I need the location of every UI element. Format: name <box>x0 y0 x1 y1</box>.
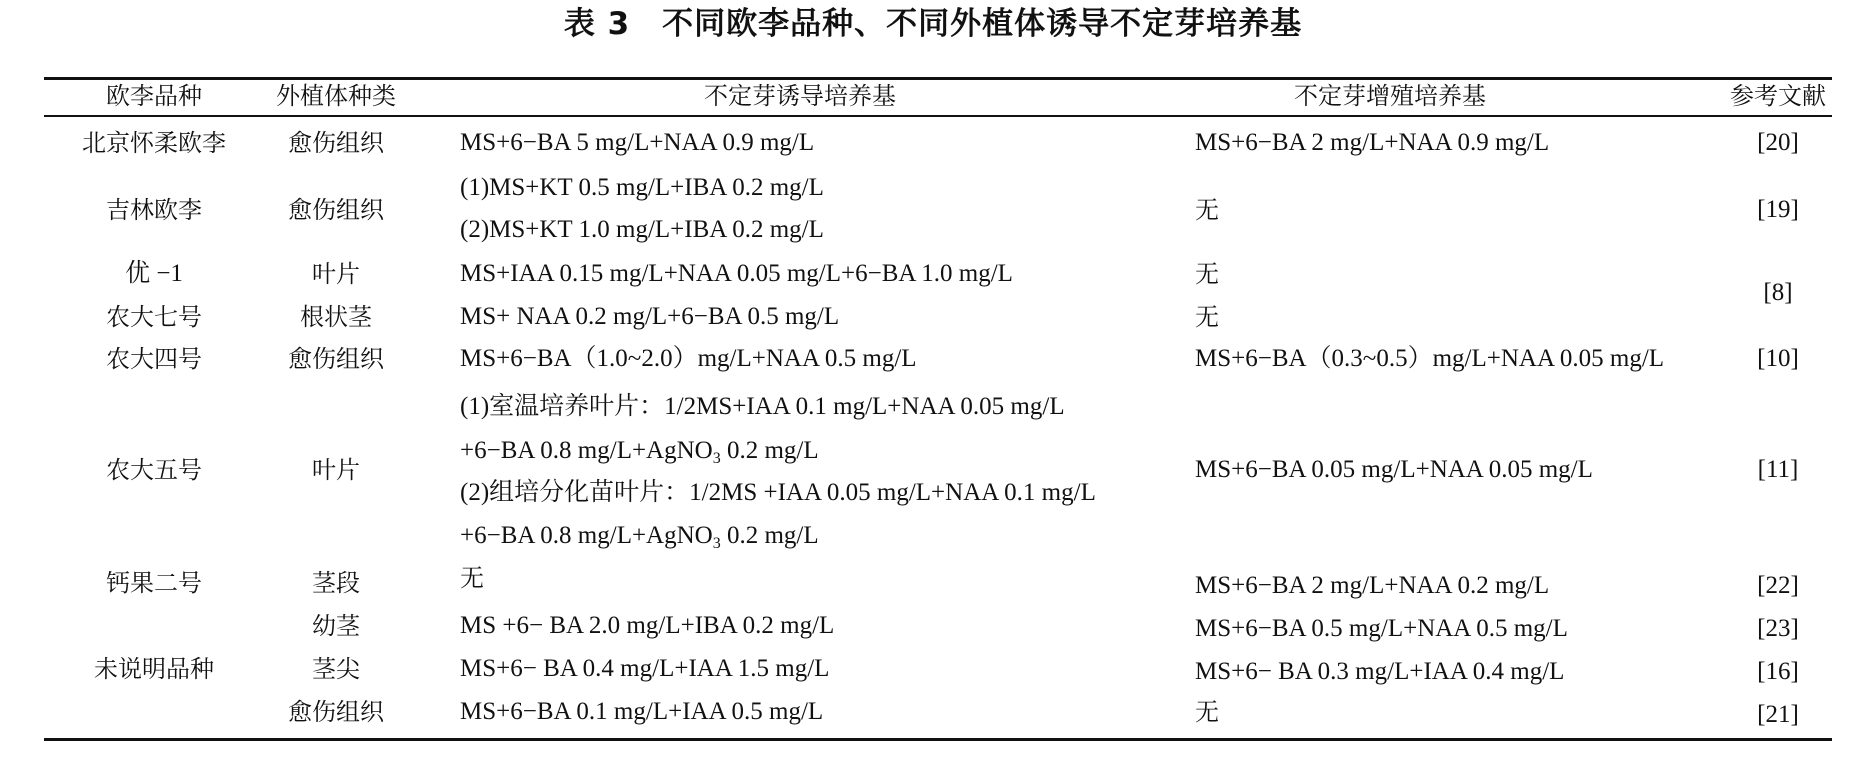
induction-cell: (1)室温培养叶片：1/2MS+IAA 0.1 mg/L+NAA 0.05 mg/L <box>460 393 1065 420</box>
explant-cell: 愈伤组织 <box>288 196 384 224</box>
reference-cell: [8] <box>1763 279 1793 306</box>
induction-cell: (2)MS+KT 1.0 mg/L+IBA 0.2 mg/L <box>460 216 824 243</box>
table-header-rule <box>44 115 1832 117</box>
explant-cell: 幼茎 <box>312 612 360 640</box>
header-induction-medium: 不定芽诱导培养基 <box>704 82 896 110</box>
reference-cell: [16] <box>1757 658 1799 685</box>
induction-cell: MS+6− BA 0.4 mg/L+IAA 1.5 mg/L <box>460 655 830 682</box>
reference-cell: [22] <box>1757 572 1799 599</box>
proliferation-cell: MS+6−BA（0.3~0.5）mg/L+NAA 0.05 mg/L <box>1195 345 1665 372</box>
variety-cell: 北京怀柔欧李 <box>82 129 226 157</box>
table-bottom-rule <box>44 738 1832 741</box>
induction-cell: MS +6− BA 2.0 mg/L+IBA 0.2 mg/L <box>460 612 835 639</box>
proliferation-cell: MS+6− BA 0.3 mg/L+IAA 0.4 mg/L <box>1195 658 1565 685</box>
proliferation-cell: MS+6−BA 2 mg/L+NAA 0.2 mg/L <box>1195 572 1550 599</box>
explant-cell: 叶片 <box>312 260 360 288</box>
induction-cell: MS+6−BA 5 mg/L+NAA 0.9 mg/L <box>460 129 815 156</box>
induction-cell: MS+IAA 0.15 mg/L+NAA 0.05 mg/L+6−BA 1.0 mg/L <box>460 260 1013 287</box>
header-reference: 参考文献 <box>1730 82 1826 110</box>
explant-cell: 叶片 <box>312 456 360 484</box>
proliferation-cell: 无 <box>1195 303 1219 331</box>
reference-cell: [20] <box>1757 129 1799 156</box>
proliferation-cell: 无 <box>1195 196 1219 224</box>
proliferation-cell: 无 <box>1195 698 1219 726</box>
explant-cell: 愈伤组织 <box>288 345 384 373</box>
table-title: 表 3 不同欧李品种、不同外植体诱导不定芽培养基 <box>563 6 1303 42</box>
table-top-rule <box>44 77 1832 80</box>
variety-cell: 农大四号 <box>106 345 202 373</box>
variety-cell: 农大五号 <box>106 456 202 484</box>
induction-cell: MS+6−BA 0.1 mg/L+IAA 0.5 mg/L <box>460 698 824 725</box>
induction-cell: (2)组培分化苗叶片：1/2MS +IAA 0.05 mg/L+NAA 0.1 mg/L <box>460 479 1096 506</box>
proliferation-cell: 无 <box>1195 260 1219 288</box>
variety-cell: 优 −1 <box>125 260 183 287</box>
header-explant: 外植体种类 <box>276 82 396 110</box>
explant-cell: 根状茎 <box>300 303 372 331</box>
reference-cell: [23] <box>1757 615 1799 642</box>
reference-cell: [19] <box>1757 196 1799 223</box>
induction-cell: MS+6−BA（1.0~2.0）mg/L+NAA 0.5 mg/L <box>460 345 917 372</box>
explant-cell: 茎尖 <box>312 655 360 683</box>
reference-cell: [10] <box>1757 345 1799 372</box>
explant-cell: 愈伤组织 <box>288 698 384 726</box>
variety-cell: 未说明品种 <box>94 655 214 683</box>
proliferation-cell: MS+6−BA 2 mg/L+NAA 0.9 mg/L <box>1195 129 1550 156</box>
explant-cell: 茎段 <box>312 569 360 597</box>
header-proliferation-medium: 不定芽增殖培养基 <box>1294 82 1486 110</box>
induction-cell: (1)MS+KT 0.5 mg/L+IBA 0.2 mg/L <box>460 174 824 201</box>
induction-cell: +6−BA 0.8 mg/L+AgNO$_3$ 0.2 mg/L <box>460 437 819 467</box>
induction-cell: +6−BA 0.8 mg/L+AgNO$_3$ 0.2 mg/L <box>460 522 819 552</box>
explant-cell: 愈伤组织 <box>288 129 384 157</box>
variety-cell: 吉林欧李 <box>106 196 202 224</box>
variety-cell: 农大七号 <box>106 303 202 331</box>
header-variety: 欧李品种 <box>106 82 202 110</box>
induction-cell: 无 <box>460 564 484 592</box>
reference-cell: [11] <box>1757 456 1799 483</box>
proliferation-cell: MS+6−BA 0.5 mg/L+NAA 0.5 mg/L <box>1195 615 1568 642</box>
proliferation-cell: MS+6−BA 0.05 mg/L+NAA 0.05 mg/L <box>1195 456 1593 483</box>
induction-cell: MS+ NAA 0.2 mg/L+6−BA 0.5 mg/L <box>460 303 840 330</box>
variety-cell: 钙果二号 <box>106 569 202 597</box>
reference-cell: [21] <box>1757 701 1799 728</box>
